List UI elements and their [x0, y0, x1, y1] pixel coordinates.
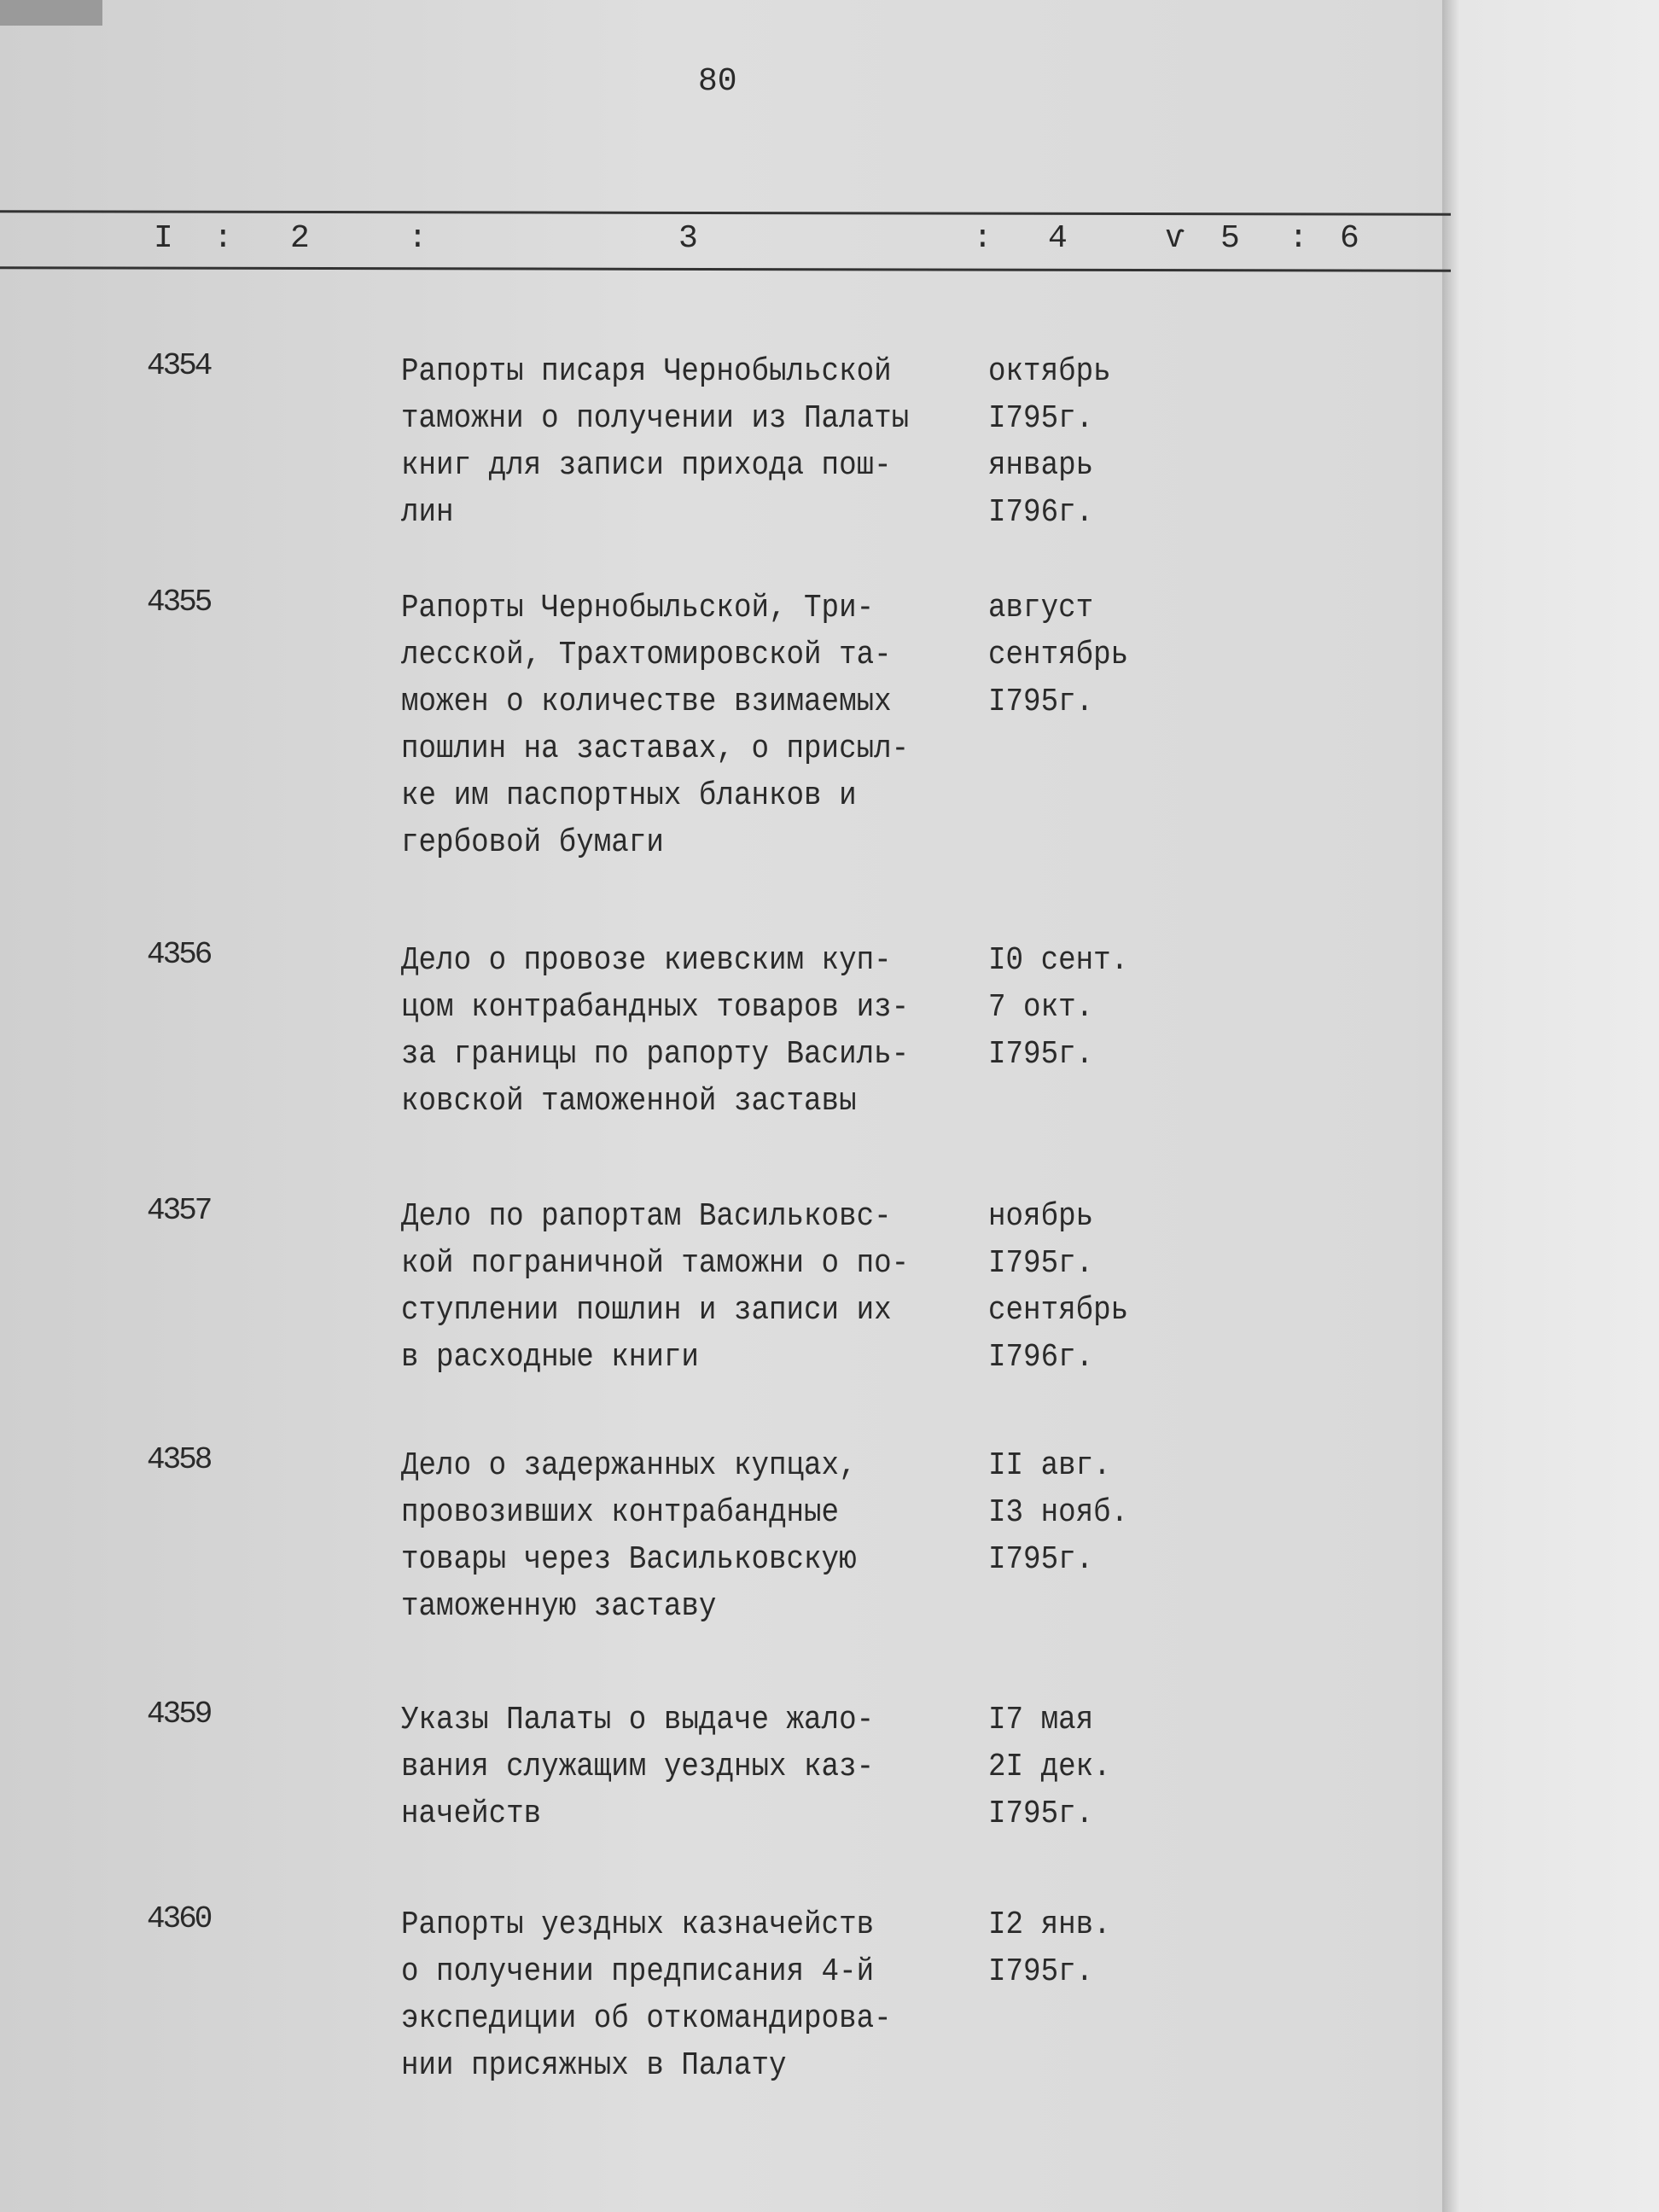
- entry-number: 4358: [147, 1442, 211, 1477]
- date-line: II авг.: [988, 1447, 1111, 1484]
- column-separator: :: [213, 220, 233, 257]
- entry-number: 4354: [147, 348, 211, 383]
- date-line: октябрь: [988, 353, 1111, 390]
- entry-description: [401, 1901, 946, 2089]
- entry-number: 4360: [147, 1901, 211, 1936]
- entry-dates: [988, 1697, 1125, 1837]
- description-line: цом контрабандных товаров из-: [401, 989, 910, 1026]
- entry-dates: [988, 937, 1144, 1078]
- date-line: ноябрь: [988, 1198, 1094, 1235]
- entry-description: [401, 937, 965, 1125]
- entry-number: 4355: [147, 585, 211, 620]
- entry-dates: [988, 348, 1125, 536]
- column-header-6: 6: [1340, 220, 1359, 257]
- entry-description: [401, 1442, 907, 1630]
- description-line: ке им паспортных бланков и: [401, 777, 857, 814]
- description-line: ковской таможенной заставы: [401, 1083, 857, 1120]
- header-top-rule: [0, 210, 1451, 216]
- column-header-5: 5: [1220, 220, 1240, 257]
- entry-number: 4356: [147, 937, 211, 972]
- date-line: I795г.: [988, 1245, 1094, 1282]
- description-line: пошлин на заставах, о присыл-: [401, 731, 910, 767]
- entry-description: [401, 348, 965, 536]
- description-line: начейств: [401, 1796, 542, 1832]
- entry-dates: [988, 585, 1144, 725]
- entry-description: [401, 1697, 927, 1837]
- date-line: январь: [988, 447, 1094, 484]
- date-line: август: [988, 590, 1094, 626]
- description-line: Рапорты писаря Чернобыльской: [401, 353, 892, 390]
- description-line: книг для записи прихода пош-: [401, 447, 892, 484]
- previous-page-edge: [0, 0, 102, 26]
- date-line: I7 мая: [988, 1702, 1094, 1738]
- description-line: Рапорты уездных казначейств: [401, 1906, 875, 1943]
- date-line: I795г.: [988, 684, 1094, 720]
- description-line: нии присяжных в Палату: [401, 2047, 787, 2084]
- entry-dates: [988, 1193, 1144, 1381]
- entry-dates: [988, 1442, 1144, 1583]
- date-line: I795г.: [988, 400, 1094, 437]
- description-line: товары через Васильковскую: [401, 1541, 857, 1578]
- date-line: I796г.: [988, 1339, 1094, 1376]
- date-line: 7 окт.: [988, 989, 1094, 1026]
- description-line: Дело о провозе киевским куп-: [401, 942, 892, 979]
- description-line: гербовой бумаги: [401, 824, 664, 861]
- column-header-3: 3: [678, 220, 698, 257]
- date-line: I795г.: [988, 1541, 1094, 1578]
- date-line: сентябрь: [988, 1292, 1129, 1329]
- description-line: лесской, Трахтомировской та-: [401, 637, 892, 673]
- column-header-2: 2: [290, 220, 310, 257]
- description-line: экспедиции об откомандирова-: [401, 2000, 892, 2037]
- entry-description: [401, 1193, 965, 1381]
- description-line: Указы Палаты о выдаче жало-: [401, 1702, 875, 1738]
- description-line: провозивших контрабандные: [401, 1494, 840, 1531]
- column-separator: :: [973, 220, 992, 257]
- description-line: таможенную заставу: [401, 1588, 717, 1625]
- description-line: ступлении пошлин и записи их: [401, 1292, 892, 1329]
- entry-number: 4357: [147, 1193, 211, 1228]
- column-separator: ѵ: [1165, 220, 1185, 257]
- date-line: сентябрь: [988, 637, 1129, 673]
- description-line: Дело о задержанных купцах,: [401, 1447, 857, 1484]
- date-line: I795г.: [988, 1953, 1094, 1990]
- date-line: I3 нояб.: [988, 1494, 1129, 1531]
- entry-number: 4359: [147, 1697, 211, 1732]
- column-header-4: 4: [1048, 220, 1068, 257]
- description-line: в расходные книги: [401, 1339, 699, 1376]
- header-bottom-rule: [0, 266, 1451, 272]
- date-line: I795г.: [988, 1796, 1094, 1832]
- entry-dates: [988, 1901, 1125, 1995]
- description-line: вания служащим уездных каз-: [401, 1749, 875, 1785]
- date-line: I796г.: [988, 494, 1094, 531]
- description-line: о получении предписания 4-й: [401, 1953, 875, 1990]
- description-line: таможни о получении из Палаты: [401, 400, 910, 437]
- date-line: I795г.: [988, 1036, 1094, 1073]
- column-separator: :: [408, 220, 428, 257]
- description-line: лин: [401, 494, 454, 531]
- background-beyond-page: [1442, 0, 1659, 2212]
- date-line: I0 сент.: [988, 942, 1129, 979]
- description-line: кой пограничной таможни о по-: [401, 1245, 910, 1282]
- column-header-1: I: [154, 220, 173, 257]
- description-line: Рапорты Чернобыльской, Три-: [401, 590, 875, 626]
- description-line: Дело по рапортам Васильковс-: [401, 1198, 892, 1235]
- page-number: 80: [698, 63, 737, 100]
- description-line: можен о количестве взимаемых: [401, 684, 892, 720]
- description-line: за границы по рапорту Василь-: [401, 1036, 910, 1073]
- entry-description: [401, 585, 965, 866]
- date-line: 2I дек.: [988, 1749, 1111, 1785]
- date-line: I2 янв.: [988, 1906, 1111, 1943]
- column-separator: :: [1289, 220, 1308, 257]
